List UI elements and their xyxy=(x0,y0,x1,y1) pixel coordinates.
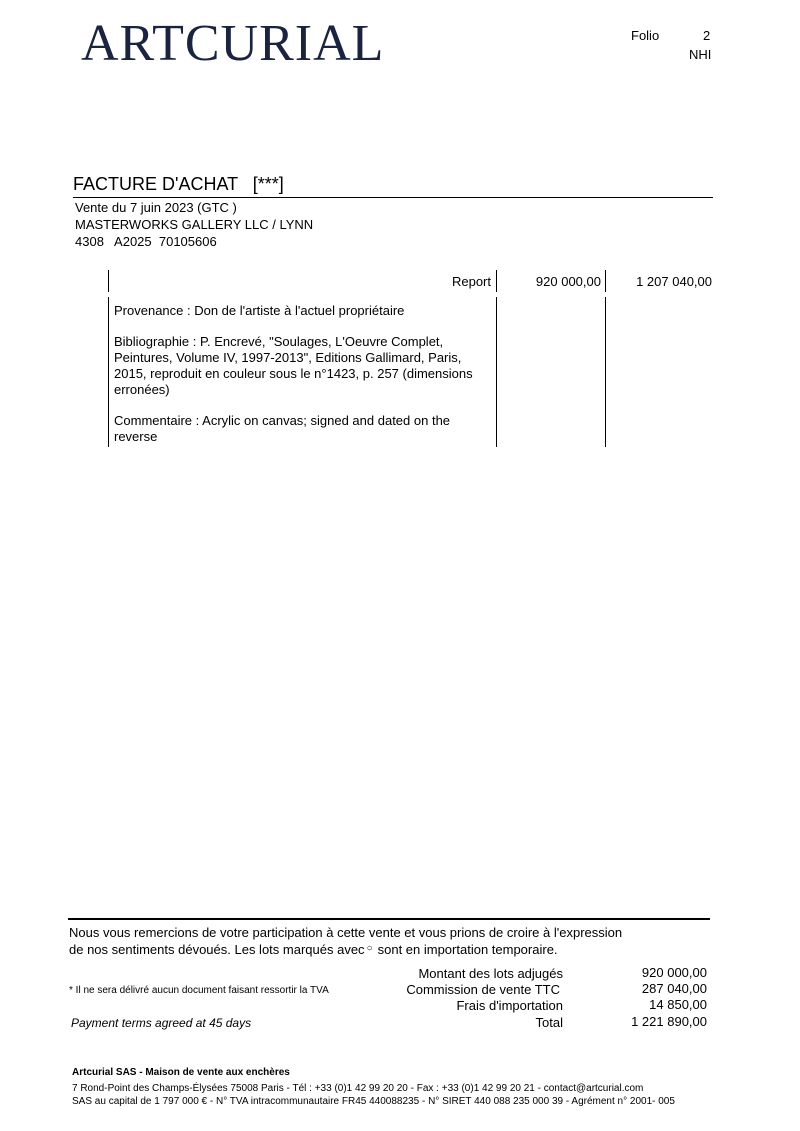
invoice-title: FACTURE D'ACHAT [***] xyxy=(73,174,284,194)
reference-numbers: 4308 A2025 70105606 xyxy=(75,234,217,249)
summary-value: 920 000,00 xyxy=(641,965,707,980)
payment-terms: Payment terms agreed at 45 days xyxy=(71,1016,252,1030)
folio-label: Folio xyxy=(631,28,660,43)
table-column-divider xyxy=(496,297,497,447)
summary-total-label: Total xyxy=(535,1015,563,1030)
summary-value: 14 850,00 xyxy=(649,997,707,1012)
table-column-divider xyxy=(605,297,606,447)
folio-number: 2 xyxy=(703,28,711,43)
thanks-line-2-start: de nos sentiments dévoués. Les lots marqués avec xyxy=(69,942,365,957)
thanks-line-2 xyxy=(69,941,689,958)
summary-value: 287 040,00 xyxy=(641,981,707,996)
company-name: Artcurial SAS - Maison de vente aux enchères xyxy=(72,1067,290,1078)
comment-text: Commentaire : Acrylic on canvas; signed and dated on the reverse xyxy=(114,413,451,444)
company-address: 7 Rond-Point des Champs-Élysées 75008 Paris - Tél : +33 (0)1 42 99 20 20 - Fax : +33 (0)1 42 99 20 21 - contact@artcurial.com xyxy=(72,1083,644,1094)
table-left-border xyxy=(108,270,109,292)
bibliography-text: Bibliographie : P. Encrevé, "Soulages, L'Oeuvre Complet, Peintures, Volume IV, 1997-2013", Editions Gallimard, Paris, 2015, reproduit en couleur sous le n°1423, p. 257 (dimensions erronées) xyxy=(114,334,473,397)
report-label: Report xyxy=(451,274,491,289)
client-code: NHI xyxy=(689,47,712,62)
artcurial-logo: ARTCURIAL xyxy=(81,15,385,72)
circle-icon: ○ xyxy=(366,943,373,954)
table-column-divider xyxy=(605,270,606,292)
summary-label: Montant des lots adjugés xyxy=(418,966,563,981)
summary-label: Frais d'importation xyxy=(456,998,563,1013)
sale-info: Vente du 7 juin 2023 (GTC ) xyxy=(75,200,237,215)
report-amount: 920 000,00 xyxy=(535,274,601,289)
summary-label: Commission de vente TTC xyxy=(406,982,560,997)
company-legal: SAS au capital de 1 797 000 € - N° TVA intracommunautaire FR45 440088235 - N° SIRET 440 088 235 000 39 - Agrément n° 2001- 005 xyxy=(72,1096,675,1107)
client-name: MASTERWORKS GALLERY LLC / LYNN xyxy=(75,217,314,232)
footer-divider xyxy=(68,918,710,920)
title-divider xyxy=(73,197,713,198)
provenance-text: Provenance : Don de l'artiste à l'actuel propriétaire xyxy=(114,303,405,318)
summary-total-value: 1 221 890,00 xyxy=(631,1014,707,1029)
table-left-border xyxy=(108,297,109,447)
thanks-line-2-end: sont en importation temporaire. xyxy=(377,942,558,957)
report-total: 1 207 040,00 xyxy=(636,274,712,289)
lot-description xyxy=(114,303,489,460)
thanks-line-1: Nous vous remercions de votre participation à cette vente et vous prions de croire à l'expression xyxy=(69,925,623,940)
tva-note: * Il ne sera délivré aucun document faisant ressortir la TVA xyxy=(69,985,329,996)
table-column-divider xyxy=(496,270,497,292)
thanks-message xyxy=(69,925,689,958)
